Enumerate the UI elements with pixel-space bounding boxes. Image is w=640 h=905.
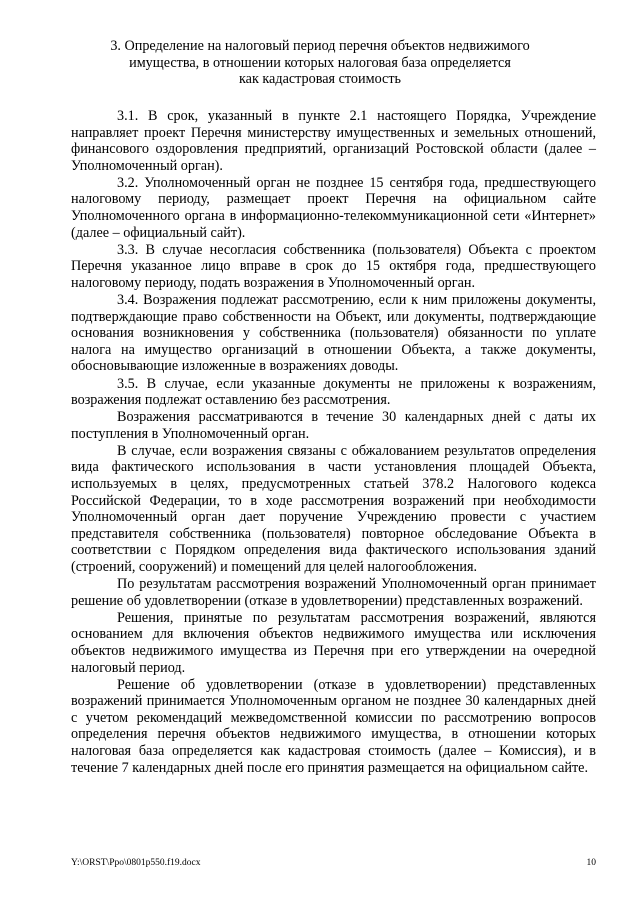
paragraph-3-2: 3.2. Уполномоченный орган не позднее 15 сентября года, предшествующего налоговому периоду, размещает проект Перечня на официальном сайте Уполномоченного органа в информационно-телекоммуникационной сети «Интернет» (далее – официальный сайт).	[71, 174, 596, 241]
section-heading	[80, 38, 560, 88]
section-heading-line: имущества, в отношении которых налоговая база определяется	[129, 54, 511, 71]
paragraph: В случае, если возражения связаны с обжалованием результатов определения вида фактического использования в части установления площадей Объекта, используемых в целях, предусмотренных статьей 378.2 Налогового кодекса Российской Федерации, то в ходе рассмотрения возражений при необходимости Уполномоченный орган дает поручение Учреждению провести с участием представителя собственника (пользователя) повторное обследование Объекта в соответствии с Порядком определения вида фактического использования зданий (строений, сооружений) и помещений для целей налогообложения.	[71, 442, 596, 576]
footer-file-path: Y:\ORST\Ppo\0801p550.f19.docx	[71, 858, 201, 868]
paragraph: Возражения рассматриваются в течение 30 календарных дней с даты их поступления в Уполномоченный орган.	[71, 409, 596, 442]
paragraph: Решения, принятые по результатам рассмотрения возражений, являются основанием для включения объектов недвижимого имущества или исключения объектов недвижимого имущества из Перечня при его утверждении на очередной налоговый период.	[71, 609, 596, 676]
section-heading-line: как кадастровая стоимость	[238, 71, 402, 87]
paragraph: По результатам рассмотрения возражений Уполномоченный орган принимает решение об удовлетворении (отказе в удовлетворении) представленных возражений.	[71, 576, 596, 609]
section-heading-line: 3. Определение на налоговый период перечня объектов недвижимого	[110, 38, 530, 54]
paragraph-3-1: 3.1. В срок, указанный в пункте 2.1 настоящего Порядка, Учреждение направляет проект Перечня министерству имущественных и земельных отношений, финансового оздоровления предприятий, организаций Ростовской области (далее – Уполномоченный орган).	[71, 108, 596, 174]
document-body	[71, 108, 596, 777]
paragraph: Решение об удовлетворении (отказе в удовлетворении) представленных возражений принимается Уполномоченным органом не позднее 30 календарных дней с учетом рекомендаций межведомственной комиссии по рассмотрению вопросов определения перечня объектов недвижимого имущества, в отношении которых налоговая база определяется как кадастровая стоимость (далее – Комиссия), и в течение 7 календарных дней после его принятия размещается на официальном сайте.	[71, 676, 596, 776]
page-number: 10	[586, 858, 596, 868]
paragraph-3-3: 3.3. В случае несогласия собственника (пользователя) Объекта с проектом Перечня указанное лицо вправе в срок до 15 октября года, предшествующего налоговому периоду, подать возражения в Уполномоченный орган.	[71, 241, 596, 291]
paragraph-3-5: 3.5. В случае, если указанные документы не приложены к возражениям, возражения подлежат оставлению без рассмотрения.	[71, 375, 596, 409]
paragraph-3-4: 3.4. Возражения подлежат рассмотрению, если к ним приложены документы, подтверждающие право собственности на Объект, или документы, подтверждающие основания возникновения у собственника (пользователя) обязанности по уплате налога на имущество организаций в отношении Объекта, а также документы, обосновывающие изложенные в возражениях доводы.	[71, 292, 596, 375]
